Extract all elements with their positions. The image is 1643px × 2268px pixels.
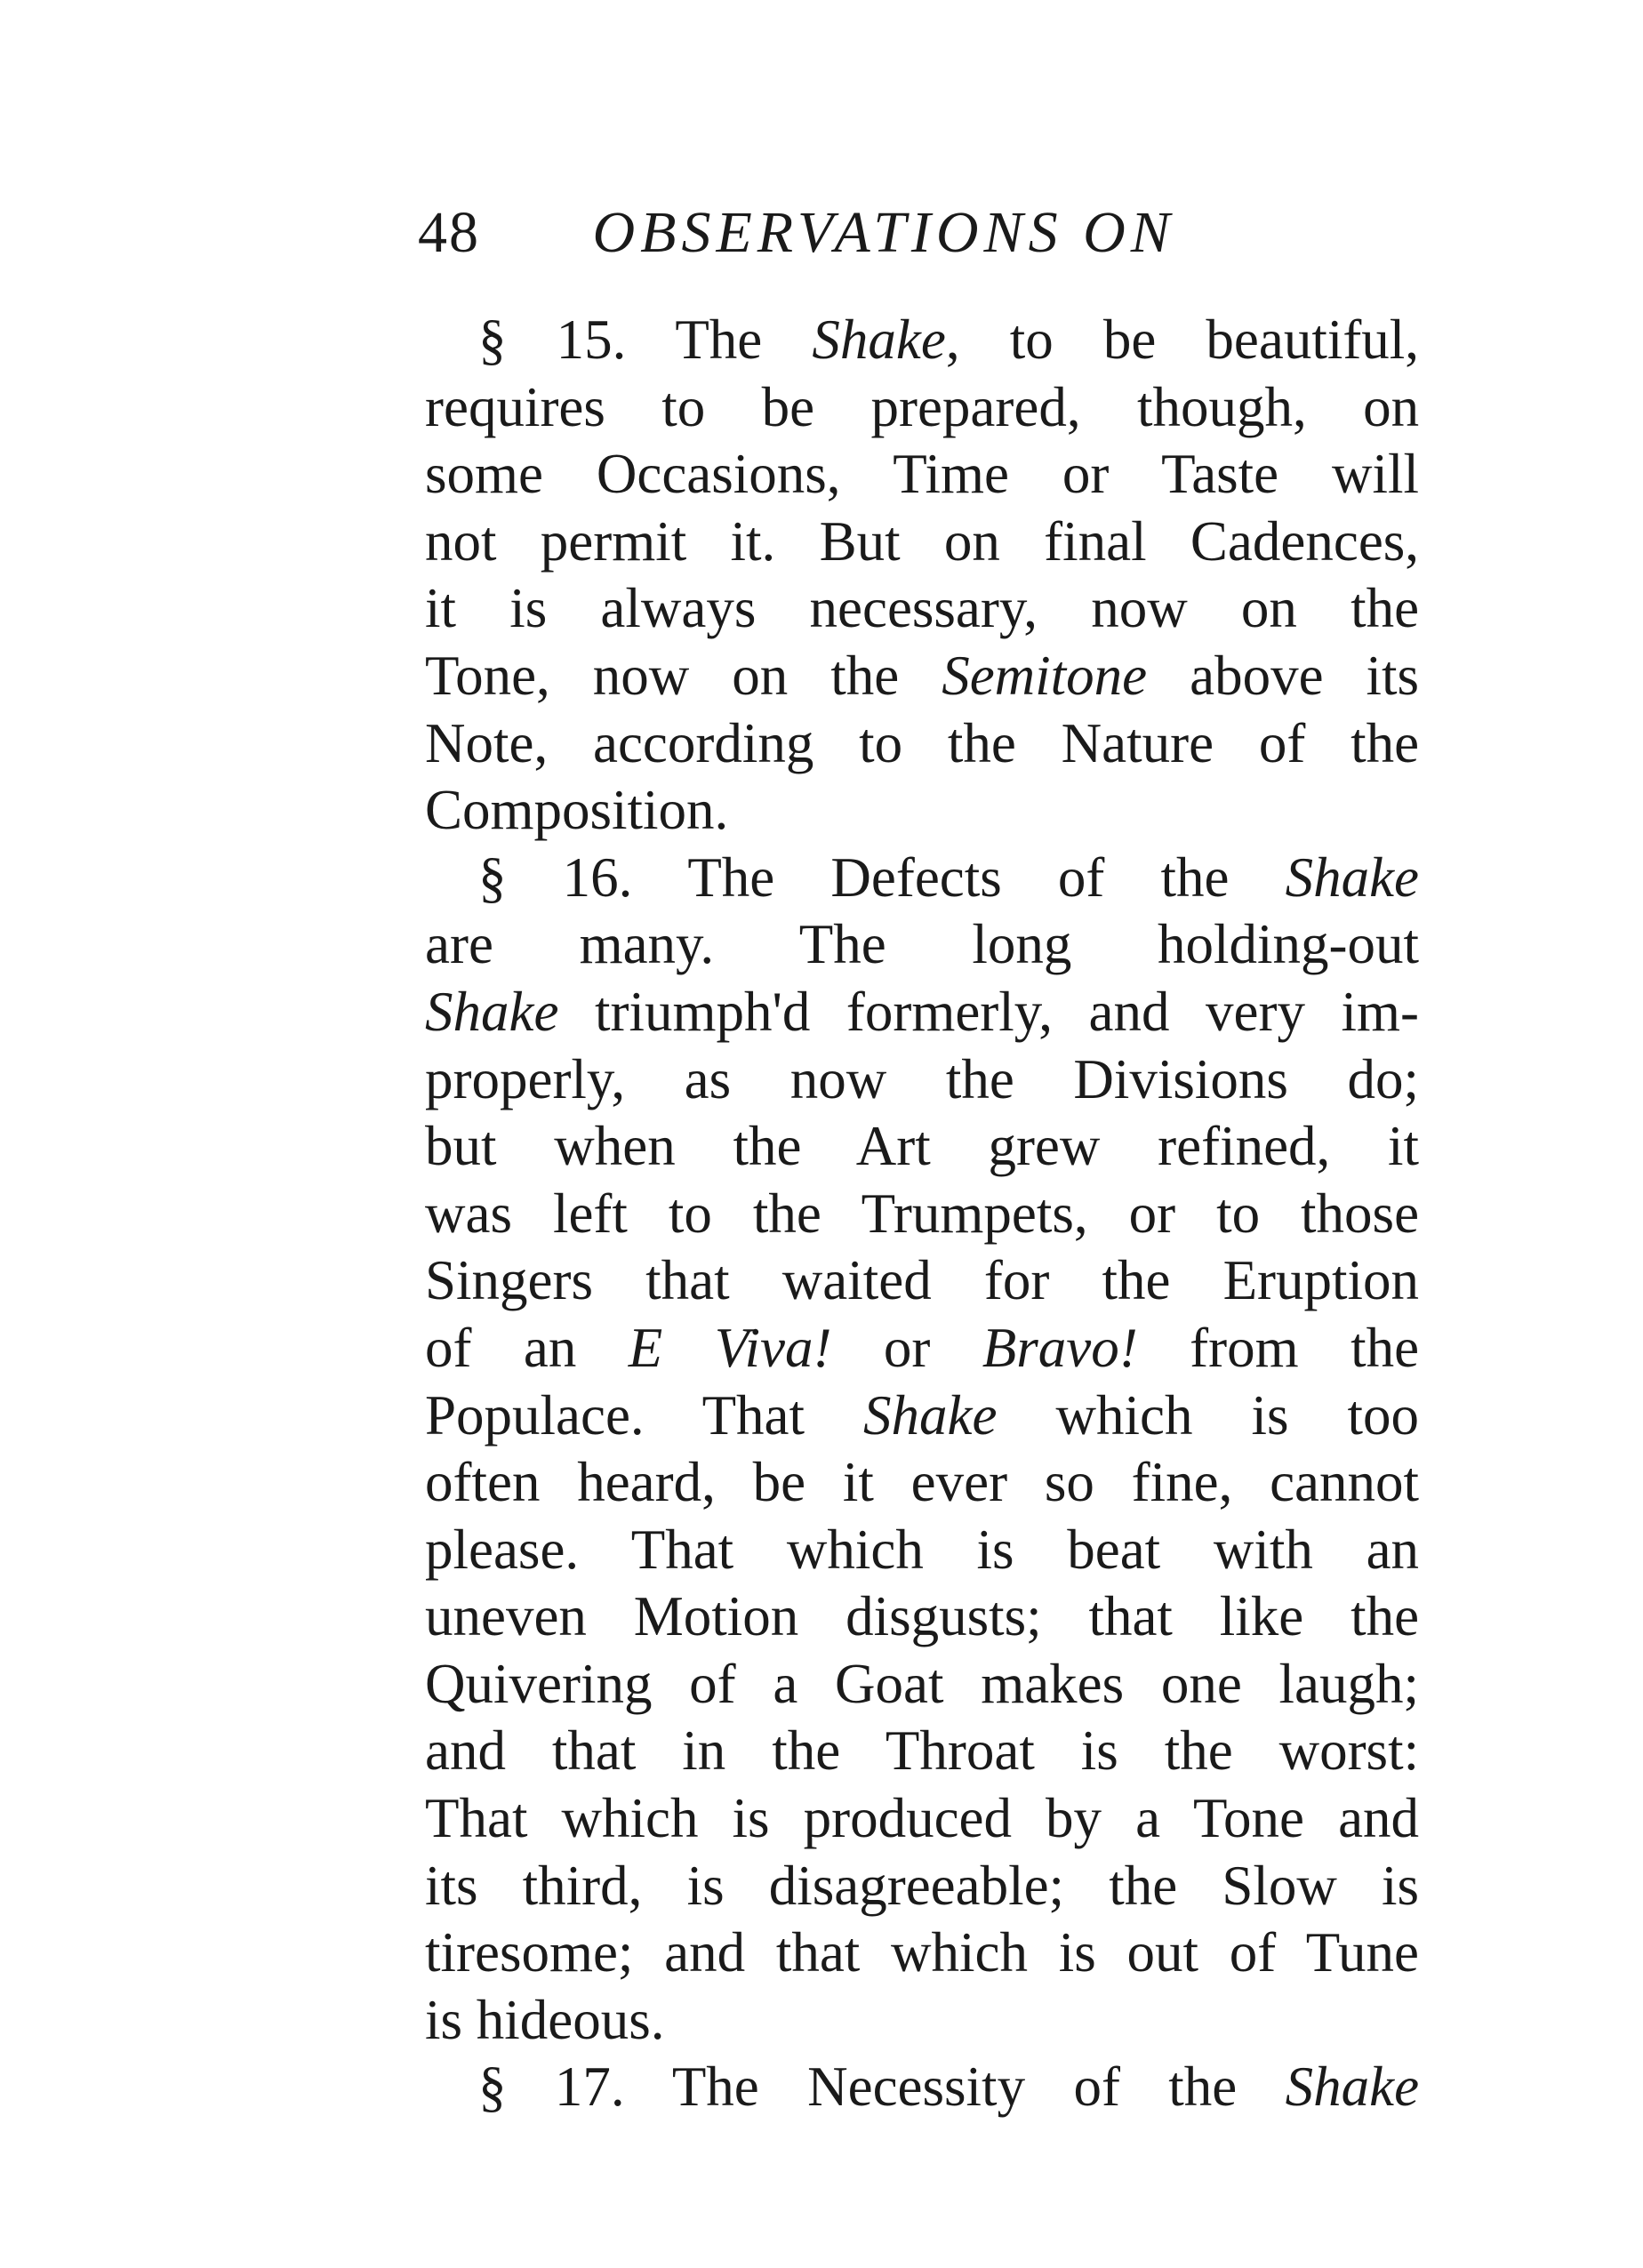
text-line: but when the Art grew refined, it — [425, 1115, 1420, 1178]
text-line: Shake triumph'd formerly, and very im- — [425, 980, 1420, 1043]
text-line: Note, according to the Nature of the — [425, 711, 1420, 774]
text-line: Composition. — [425, 779, 729, 842]
text-line: and that in the Throat is the worst: — [425, 1719, 1420, 1783]
running-title: OBSERVATIONS ON — [592, 200, 1175, 265]
running-head — [418, 197, 1254, 268]
text-line: not permit it. But on final Cadences, — [425, 509, 1420, 573]
text-line: its third, is disagreeable; the Slow is — [425, 1854, 1420, 1917]
text-line: often heard, be it ever so fine, cannot — [425, 1451, 1420, 1514]
text-line: please. That which is beat with an — [425, 1518, 1420, 1581]
text-line: Tone, now on the Semitone above its — [425, 644, 1420, 707]
text-line: was left to the Trumpets, or to those — [425, 1182, 1420, 1245]
text-line: are many. The long holding-out — [425, 913, 1419, 976]
text-line: of an E Viva! or Bravo! from the — [425, 1316, 1420, 1379]
page-number: 48 — [418, 200, 480, 265]
text-line: § 16. The Defects of the Shake — [478, 845, 1419, 909]
text-line: properly, as now the Divisions do; — [425, 1047, 1419, 1110]
text-line: Singers that waited for the Eruption — [425, 1249, 1420, 1312]
text-line: tiresome; and that which is out of Tune — [425, 1921, 1420, 1984]
text-line: Populace. That Shake which is too — [425, 1383, 1420, 1447]
text-line: That which is produced by a Tone and — [425, 1787, 1420, 1850]
text-line: requires to be prepared, though, on — [425, 375, 1420, 438]
text-line: uneven Motion disgusts; that like the — [425, 1585, 1420, 1648]
text-line: Quivering of a Goat makes one laugh; — [425, 1652, 1419, 1715]
text-line: § 15. The Shake, to be beautiful, — [478, 309, 1420, 371]
text-line: is hideous. — [425, 1988, 665, 2051]
text-line: some Occasions, Time or Taste will — [425, 443, 1420, 506]
text-line: § 17. The Necessity of the Shake — [478, 2056, 1420, 2119]
body-text — [425, 307, 1419, 2121]
text-line: it is always necessary, now on the — [425, 577, 1420, 640]
